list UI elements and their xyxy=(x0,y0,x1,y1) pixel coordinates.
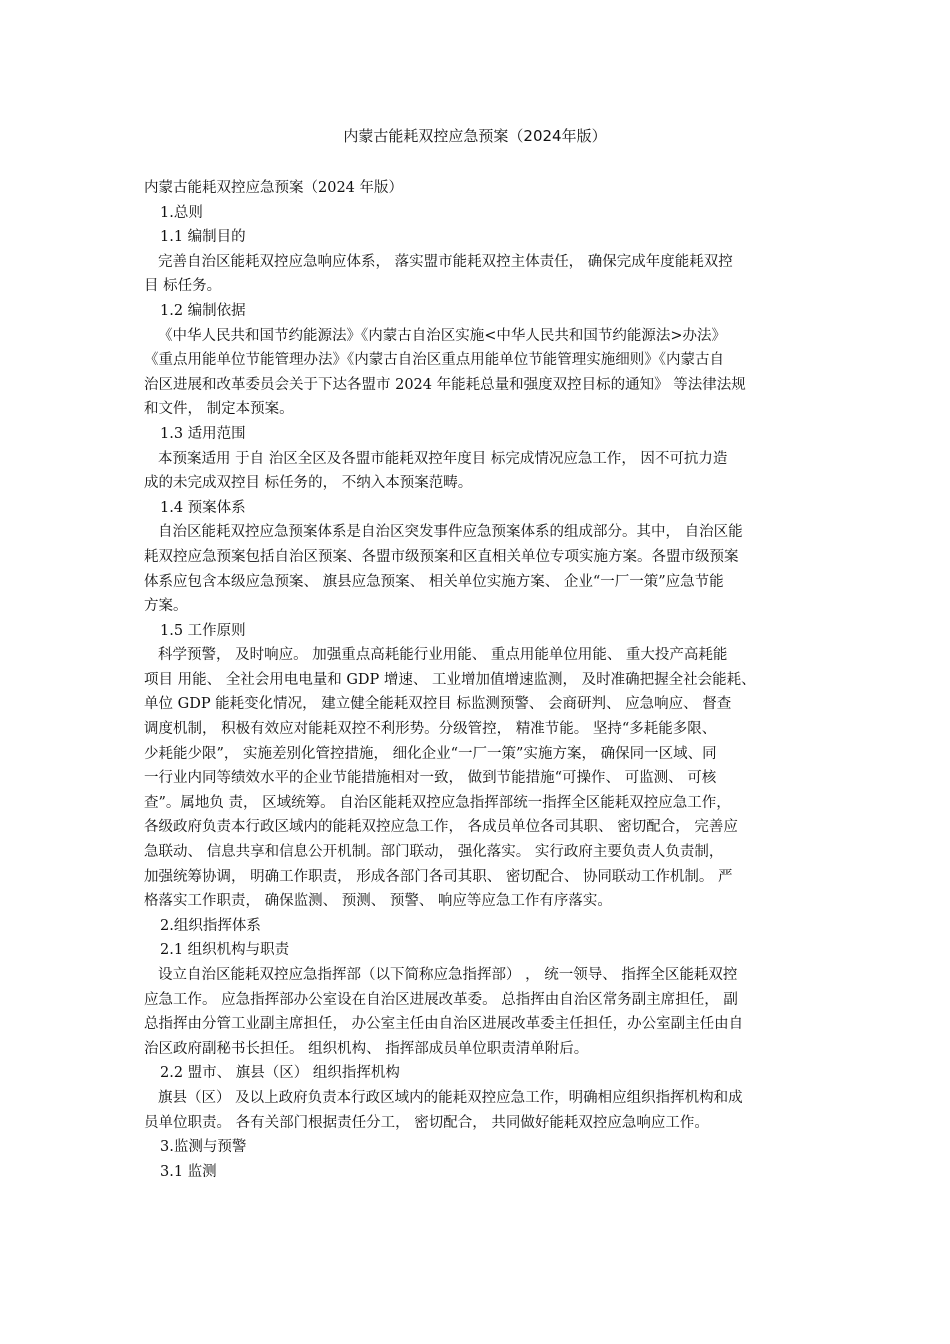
section-heading: 3.监测与预警 xyxy=(160,1139,247,1156)
paragraph-line: 格落实工作职责， 确保监测、 预测、 预警、 响应等应急工作有序落实。 xyxy=(144,893,612,910)
paragraph-line: 内蒙古能耗双控应急预案（2024 年版） xyxy=(144,180,404,196)
paragraph-line: 旗县（区） 及以上政府负责本行政区域内的能耗双控应急工作，明确相应组织指挥机构和成 xyxy=(158,1089,743,1106)
paragraph-line: 完善自治区能耗双控应急响应体系， 落实盟市能耗双控主体责任， 确保完成年度能耗双控 xyxy=(158,253,733,270)
paragraph-line: 员单位职责。 各有关部门根据责任分工， 密切配合， 共同做好能耗双控应急响应工作。 xyxy=(144,1114,709,1131)
section-heading: 1.总则 xyxy=(160,204,203,221)
paragraph-line: 耗双控应急预案包括自治区预案、各盟市级预案和区直相关单位专项实施方案。各盟市级预案 xyxy=(144,548,739,565)
paragraph-line: 目 标任务。 xyxy=(144,278,222,295)
paragraph-line: 应急工作。 应急指挥部办公室设在自治区进展改革委。 总指挥由自治区常务副主席担任， 副 xyxy=(144,991,738,1008)
paragraph-line: 方案。 xyxy=(144,598,188,615)
paragraph-line: 加强统筹协调， 明确工作职责， 形成各部门各司其职、 密切配合、 协同联动工作机制。 严 xyxy=(144,868,733,885)
paragraph-line: 查”。属地负 责， 区域统筹。 自治区能耗双控应急指挥部统一指挥全区能耗双控应急工作， xyxy=(144,794,731,811)
document-body xyxy=(144,176,810,1184)
paragraph-line: 总指挥由分管工业副主席担任， 办公室主任由自治区进展改革委主任担任，办公室副主任由自 xyxy=(144,1016,744,1033)
subsection-heading: 2.1 组织机构与职责 xyxy=(160,942,290,959)
paragraph-line: 《重点用能单位节能管理办法》《内蒙古自治区重点用能单位节能管理实施细则》《内蒙古自 xyxy=(144,352,724,369)
subsection-heading: 1.2 编制依据 xyxy=(160,302,246,319)
paragraph-line: 少耗能少限”， 实施差别化管控措施， 细化企业“一厂一策”实施方案， 确保同一区域、同 xyxy=(144,745,717,762)
paragraph-line: 急联动、 信息共享和信息公开机制。部门联动， 强化落实。 实行政府主要负责人负责制， xyxy=(144,844,724,861)
paragraph-line: 自治区能耗双控应急预案体系是自治区突发事件应急预案体系的组成部分。其中， 自治区能 xyxy=(158,524,743,541)
paragraph-line: 《中华人民共和国节约能源法》《内蒙古自治区实施<中华人民共和国节约能源法>办法》 xyxy=(158,327,727,344)
subsection-heading: 3.1 监测 xyxy=(160,1163,217,1180)
paragraph-line: 一行业内同等绩效水平的企业节能措施相对一致， 做到节能措施“可操作、 可监测、 可核 xyxy=(144,770,717,787)
section-heading: 2.组织指挥体系 xyxy=(160,917,261,934)
subsection-heading: 1.4 预案体系 xyxy=(160,499,246,516)
paragraph-line: 项目 用能、 全社会用电电量和 GDP 增速、 工业增加值增速监测， 及时准确把握全社会能耗、 xyxy=(144,671,756,688)
paragraph-line: 调度机制， 积极有效应对能耗双控不利形势。分级管控， 精准节能。 坚持“多耗能多限、 xyxy=(144,721,717,738)
document-title: 内蒙古能耗双控应急预案（2024年版） xyxy=(343,127,607,145)
subsection-heading: 2.2 盟市、 旗县（区） 组织指挥机构 xyxy=(160,1065,400,1082)
paragraph-line: 各级政府负责本行政区域内的能耗双控应急工作， 各成员单位各司其职、 密切配合， 完善应 xyxy=(144,819,738,836)
paragraph-line: 本预案适用 于自 治区全区及各盟市能耗双控年度目 标完成情况应急工作， 因不可抗力造 xyxy=(158,450,728,467)
paragraph-line: 和文件， 制定本预案。 xyxy=(144,401,294,418)
subsection-heading: 1.3 适用范围 xyxy=(160,425,246,442)
paragraph-line: 科学预警， 及时响应。 加强重点高耗能行业用能、 重点用能单位用能、 重大投产高耗能 xyxy=(158,647,728,664)
paragraph-line: 治区进展和改革委员会关于下达各盟市 2024 年能耗总量和强度双控目标的通知》 等法律法规 xyxy=(144,376,746,393)
paragraph-line: 成的未完成双控目 标任务的， 不纳入本预案范畴。 xyxy=(144,475,473,492)
paragraph-line: 体系应包含本级应急预案、 旗县应急预案、 相关单位实施方案、 企业“一厂一策”应急节能 xyxy=(144,573,724,590)
subsection-heading: 1.1 编制目的 xyxy=(160,229,246,246)
paragraph-line: 单位 GDP 能耗变化情况， 建立健全能耗双控目 标监测预警、 会商研判、 应急响应、 督查 xyxy=(144,696,732,713)
paragraph-line: 设立自治区能耗双控应急指挥部（以下简称应急指挥部） ， 统一领导、 指挥全区能耗双控 xyxy=(158,967,738,983)
paragraph-line: 治区政府副秘书长担任。 组织机构、 指挥部成员单位职责清单附后。 xyxy=(144,1040,589,1057)
subsection-heading: 1.5 工作原则 xyxy=(160,622,246,639)
